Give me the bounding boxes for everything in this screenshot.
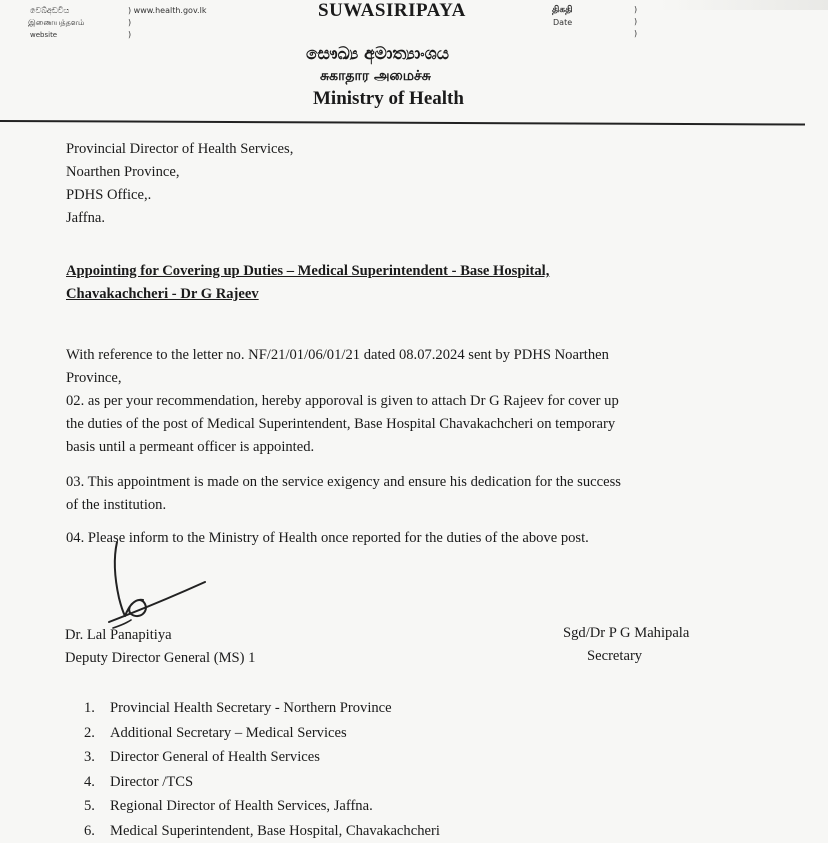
website-brace-2: )	[128, 30, 131, 40]
left-signatory-name: Dr. Lal Panapitiya	[65, 624, 255, 647]
ministry-name-sinhala: සෞඛ්‍ය අමාත්‍යාංශය	[306, 44, 449, 64]
masthead-title: SUWASIRIPAYA	[318, 0, 466, 22]
list-item: 2. Additional Secretary – Medical Services	[84, 721, 440, 746]
date-brace-2: )	[634, 17, 637, 27]
date-brace-3: )	[634, 29, 637, 39]
copies-list	[84, 696, 440, 843]
addressee-line: Noarthen Province,	[66, 161, 293, 184]
addressee-block	[66, 138, 293, 230]
website-label-sinhala: වෙබ්අඩවිය	[30, 6, 69, 16]
addressee-line: Jaffna.	[66, 207, 293, 230]
paragraph-2-line-2: the duties of the post of Medical Superintendent, Base Hospital Chavakachcheri on temporary	[66, 413, 766, 436]
paragraph-1-line-2: Province,	[66, 367, 766, 390]
list-item: 1. Provincial Health Secretary - Northern Province	[84, 696, 440, 721]
paragraph-2-line-3: basis until a permeant officer is appointed.	[66, 436, 766, 459]
website-label-english: website	[30, 30, 57, 40]
paragraph-1-line-1: With reference to the letter no. NF/21/01/06/01/21 dated 08.07.2024 sent by PDHS Noarthen	[66, 344, 766, 367]
paragraph-3-line-1: 03. This appointment is made on the service exigency and ensure his dedication for the success	[66, 471, 766, 494]
addressee-line: PDHS Office,.	[66, 184, 293, 207]
paragraph-2-line-1: 02. as per your recommendation, hereby apporoval is given to attach Dr G Rajeev for cover up	[66, 390, 766, 413]
ministry-name-english: Ministry of Health	[313, 88, 464, 110]
paragraph-3-line-2: of the institution.	[66, 494, 766, 517]
right-signatory-name: Sgd/Dr P G Mahipala	[563, 622, 689, 645]
date-brace-1: )	[634, 5, 637, 15]
left-signatory	[65, 624, 255, 670]
website-url: ) www.health.gov.lk	[128, 6, 206, 16]
ministry-name-tamil: சுகாதார அமைச்சு	[320, 68, 431, 86]
date-label-tamil: திகதி	[552, 5, 573, 15]
list-item: 5. Regional Director of Health Services, Jaffna.	[84, 794, 440, 819]
left-signatory-title: Deputy Director General (MS) 1	[65, 647, 255, 670]
list-item: 3. Director General of Health Services	[84, 745, 440, 770]
date-label-english: Date	[553, 18, 572, 28]
addressee-line: Provincial Director of Health Services,	[66, 138, 293, 161]
subject-line-2: Chavakachcheri - Dr G Rajeev	[66, 283, 549, 306]
header-divider	[0, 120, 805, 126]
right-signatory	[563, 622, 689, 668]
page-corner-shadow	[660, 0, 828, 10]
subject-line-1: Appointing for Covering up Duties – Medical Superintendent - Base Hospital,	[66, 260, 549, 283]
paragraph-4: 04. Please inform to the Ministry of Health once reported for the duties of the above post.	[66, 527, 766, 550]
website-brace-1: )	[128, 18, 131, 28]
subject-heading	[66, 260, 549, 306]
website-label-tamil: இணையத்தளம்	[28, 18, 84, 28]
list-item: 6. Medical Superintendent, Base Hospital, Chavakachcheri	[84, 819, 440, 843]
right-signatory-title: Secretary	[563, 645, 689, 668]
body-paragraphs	[66, 344, 766, 550]
list-item: 4. Director /TCS	[84, 770, 440, 795]
